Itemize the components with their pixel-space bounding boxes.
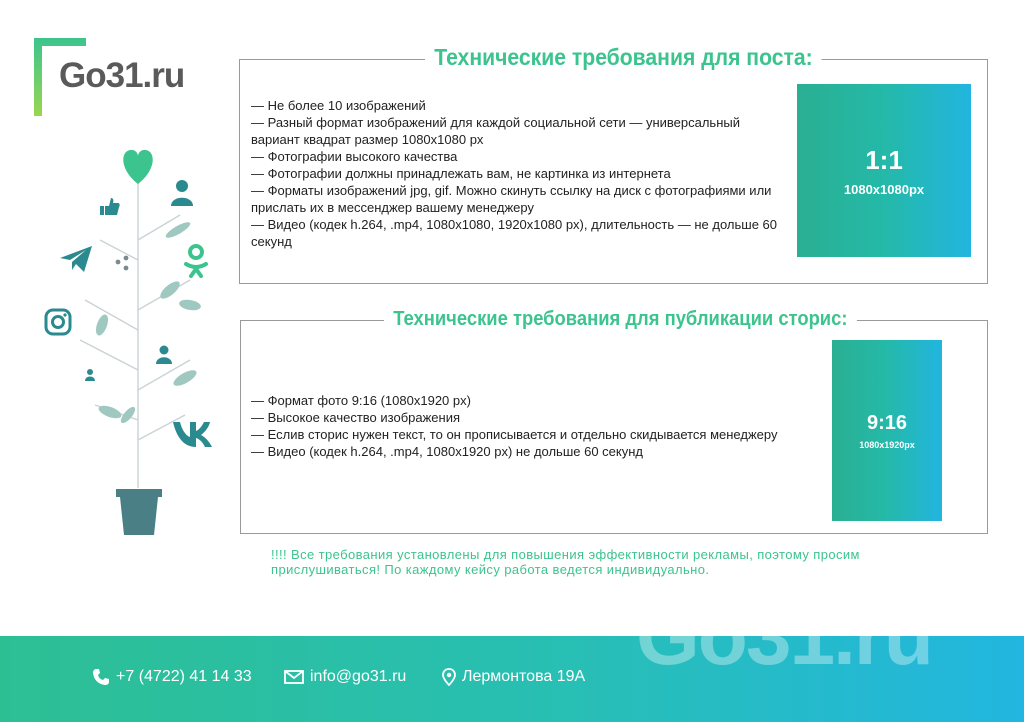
logo-text: Go31.ru <box>59 56 185 95</box>
post-requirements-title: Технические требования для поста: <box>425 44 822 71</box>
list-item: — Высокое качество изображения <box>251 410 461 425</box>
list-item: — Видео (кодек h.264, .mp4, 1080x1920 px) не дольше 60 секунд <box>251 444 644 459</box>
post-requirements-list <box>251 97 791 250</box>
phone-text: +7 (4722) 41 14 33 <box>116 668 252 685</box>
list-item: — Фотографии высокого качества <box>251 149 458 164</box>
post-format-box <box>797 84 971 257</box>
list-item: — Видео (кодек h.264, .mp4, 1080x1080, 1920x1080 px), длительность — не дольше 60 секунд <box>251 217 777 249</box>
footer-phone[interactable] <box>92 668 252 686</box>
mail-icon <box>284 670 304 684</box>
address-text: Лермонтова 19А <box>462 668 586 685</box>
post-format-size: 1080x1080px <box>843 181 925 197</box>
post-format-ratio: 1:1 <box>865 144 903 175</box>
footer-address <box>442 668 585 686</box>
user-icon <box>85 369 95 381</box>
story-requirements-list <box>251 392 791 460</box>
email-text: info@go31.ru <box>310 668 407 685</box>
location-pin-icon <box>442 668 456 686</box>
story-format-ratio: 9:16 <box>866 411 908 434</box>
instagram-icon <box>46 310 70 334</box>
user-icon <box>156 346 172 365</box>
list-item: — Фотографии должны принадлежать вам, не картинка из интернета <box>251 166 671 181</box>
phone-icon <box>92 668 110 686</box>
list-item: — Формат фото 9:16 (1080x1920 px) <box>251 393 471 408</box>
requirements-note: !!!! Все требования установлены для повышения эффективности рекламы, поэтому просим прислушиваться! По каждому кейсу работа ведется индивидуально. <box>271 547 860 577</box>
footer-email[interactable] <box>284 668 406 686</box>
list-item: — Разный формат изображений для каждой социальной сети — универсальный вариант квадрат размер 1080x1080 px <box>251 115 740 147</box>
story-requirements-title: Технические требования для публикации сторис: <box>384 308 857 331</box>
like-icon <box>100 198 120 215</box>
share-icon <box>116 256 129 271</box>
vk-icon <box>173 422 212 447</box>
story-format-box <box>832 340 942 521</box>
user-icon <box>171 180 193 206</box>
social-plant-illustration <box>40 140 240 540</box>
odnoklassniki-icon <box>186 246 206 276</box>
footer-watermark: Go31.ru <box>636 591 932 682</box>
flower-pot-icon <box>116 489 162 535</box>
story-format-size: 1080x1920px <box>859 439 915 450</box>
logo <box>34 38 194 118</box>
heart-icon <box>123 150 152 184</box>
list-item: — Форматы изображений jpg, gif. Можно скинуть ссылку на диск с фотографиями или прислать их в мессенджер вашему менеджеру <box>251 183 772 215</box>
list-item: — Не более 10 изображений <box>251 98 426 113</box>
list-item: — Еслив сторис нужен текст, то он прописывается и отдельно скидывается менеджеру <box>251 427 778 442</box>
telegram-icon <box>60 246 92 272</box>
